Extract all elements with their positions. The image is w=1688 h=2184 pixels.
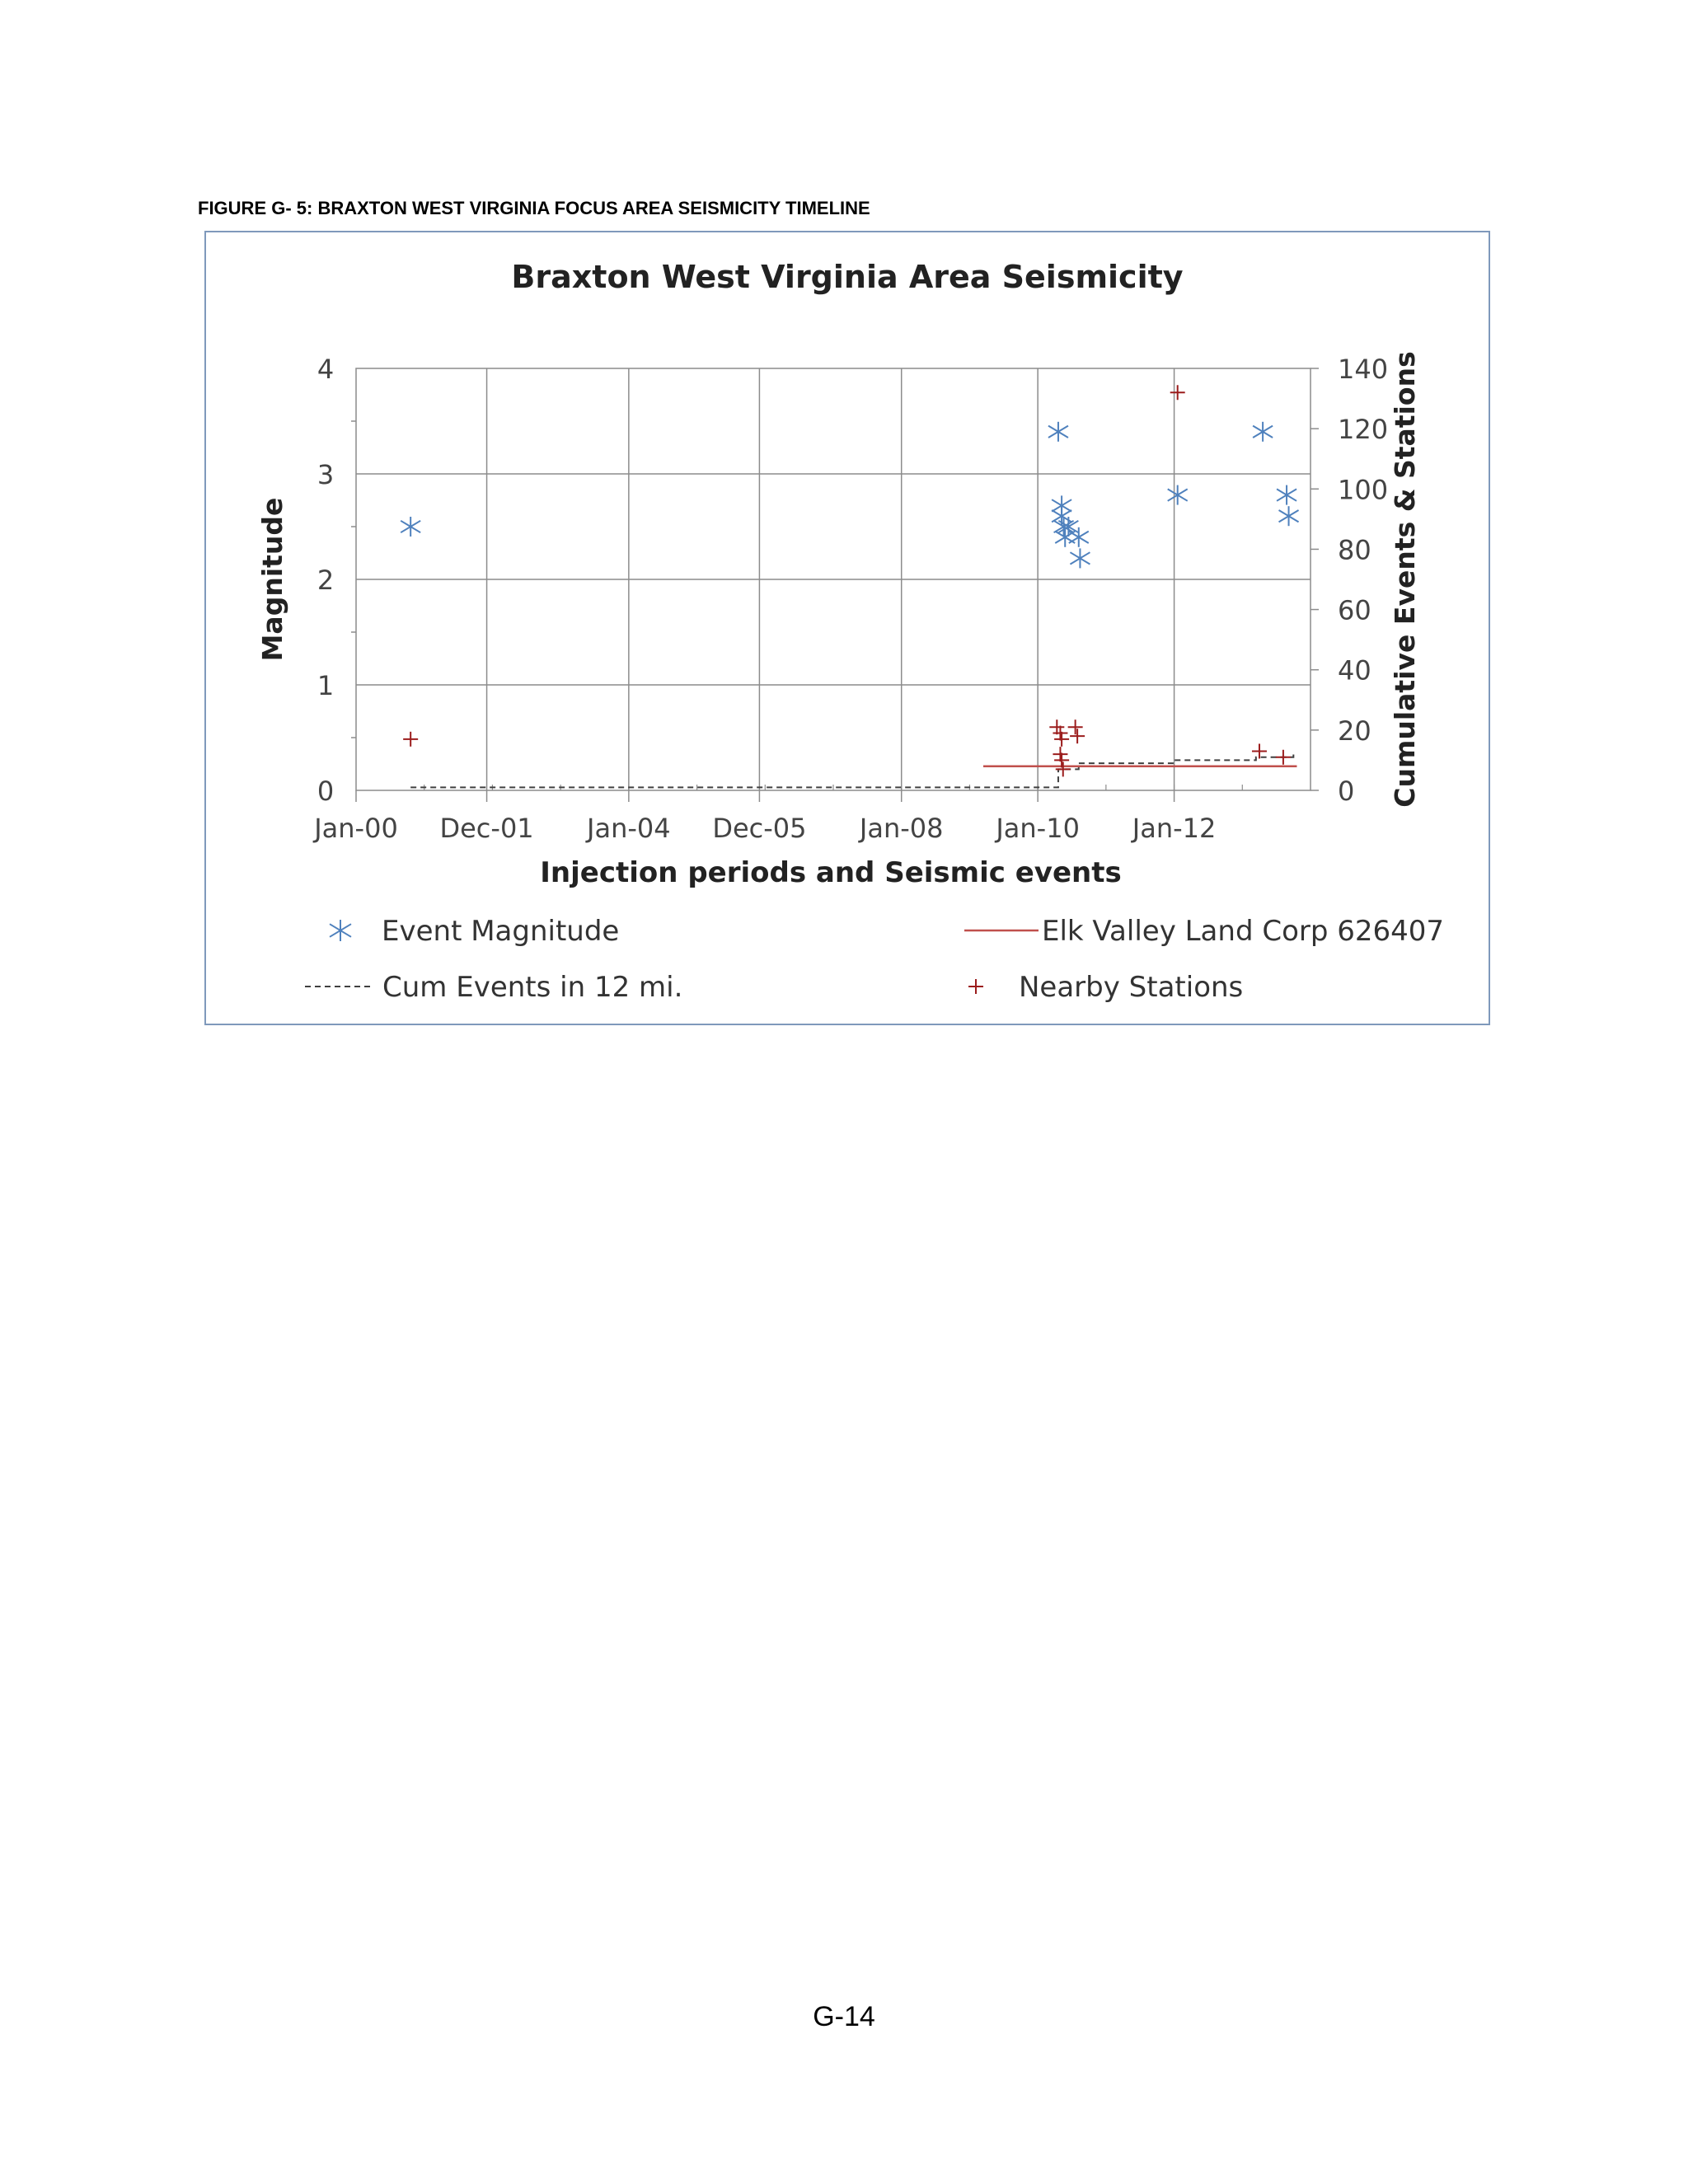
y-tick-label: 0 xyxy=(316,776,335,807)
event-magnitude-point xyxy=(1168,485,1188,505)
legend-label: Nearby Stations xyxy=(1019,971,1244,1004)
nearby-station-point xyxy=(1252,743,1267,758)
event-magnitude-point xyxy=(1069,527,1089,547)
seismicity-chart xyxy=(206,232,1489,1024)
event-magnitude-point xyxy=(1279,506,1299,526)
nearby-station-point xyxy=(1068,719,1083,734)
y2-tick-label: 20 xyxy=(1338,715,1372,747)
event-magnitude-point xyxy=(401,517,420,537)
x-tick-label: Jan-10 xyxy=(996,813,1080,844)
event-magnitude-point xyxy=(1253,422,1273,442)
y2-tick-label: 120 xyxy=(1338,414,1389,446)
page-number: G-14 xyxy=(813,2001,875,2032)
x-tick-label: Dec-05 xyxy=(712,813,807,844)
event-magnitude-point xyxy=(1277,485,1296,505)
legend-symbol-event-magnitude xyxy=(330,920,351,941)
y-tick-label: 3 xyxy=(316,459,335,490)
y-tick-label: 4 xyxy=(316,354,335,385)
event-magnitude-point xyxy=(1048,422,1068,442)
legend-label: Cum Events in 12 mi. xyxy=(382,971,683,1004)
x-tick-label: Jan-00 xyxy=(314,813,398,844)
legend-label: Elk Valley Land Corp 626407 xyxy=(1042,915,1445,948)
nearby-station-point xyxy=(1170,385,1185,400)
event-magnitude-point xyxy=(1070,548,1090,568)
y2-tick-label: 0 xyxy=(1338,776,1355,807)
legend-label: Event Magnitude xyxy=(382,915,620,948)
x-tick-label: Dec-01 xyxy=(439,813,534,844)
y-axis-title: Magnitude xyxy=(256,497,288,662)
nearby-station-point xyxy=(1056,762,1071,776)
nearby-station-point xyxy=(1276,750,1291,765)
y2-axis-title: Cumulative Events & Stations xyxy=(1389,351,1421,808)
x-tick-label: Jan-08 xyxy=(859,813,944,844)
y2-tick-label: 60 xyxy=(1338,594,1372,626)
chart-frame xyxy=(204,231,1490,1025)
y2-tick-label: 80 xyxy=(1338,534,1372,566)
legend-symbol-nearby-stations xyxy=(968,979,983,994)
nearby-station-point xyxy=(1053,726,1067,741)
x-tick-label: Jan-12 xyxy=(1132,813,1217,844)
chart-title: Braxton West Virginia Area Seismicity xyxy=(511,259,1184,295)
x-axis-title: Injection periods and Seismic events xyxy=(540,856,1122,889)
nearby-station-point xyxy=(1070,729,1085,743)
x-tick-label: Jan-04 xyxy=(587,813,671,844)
cum-events-line xyxy=(410,754,1293,787)
y2-tick-label: 100 xyxy=(1338,474,1389,506)
y2-tick-label: 140 xyxy=(1338,354,1389,385)
y2-tick-label: 40 xyxy=(1338,654,1372,687)
nearby-station-point xyxy=(403,732,418,747)
y-tick-label: 2 xyxy=(316,565,335,596)
y-tick-label: 1 xyxy=(316,670,335,701)
nearby-station-point xyxy=(1053,747,1067,762)
figure-caption: FIGURE G- 5: BRAXTON WEST VIRGINIA FOCUS AREA SEISMICITY TIMELINE xyxy=(198,198,870,218)
